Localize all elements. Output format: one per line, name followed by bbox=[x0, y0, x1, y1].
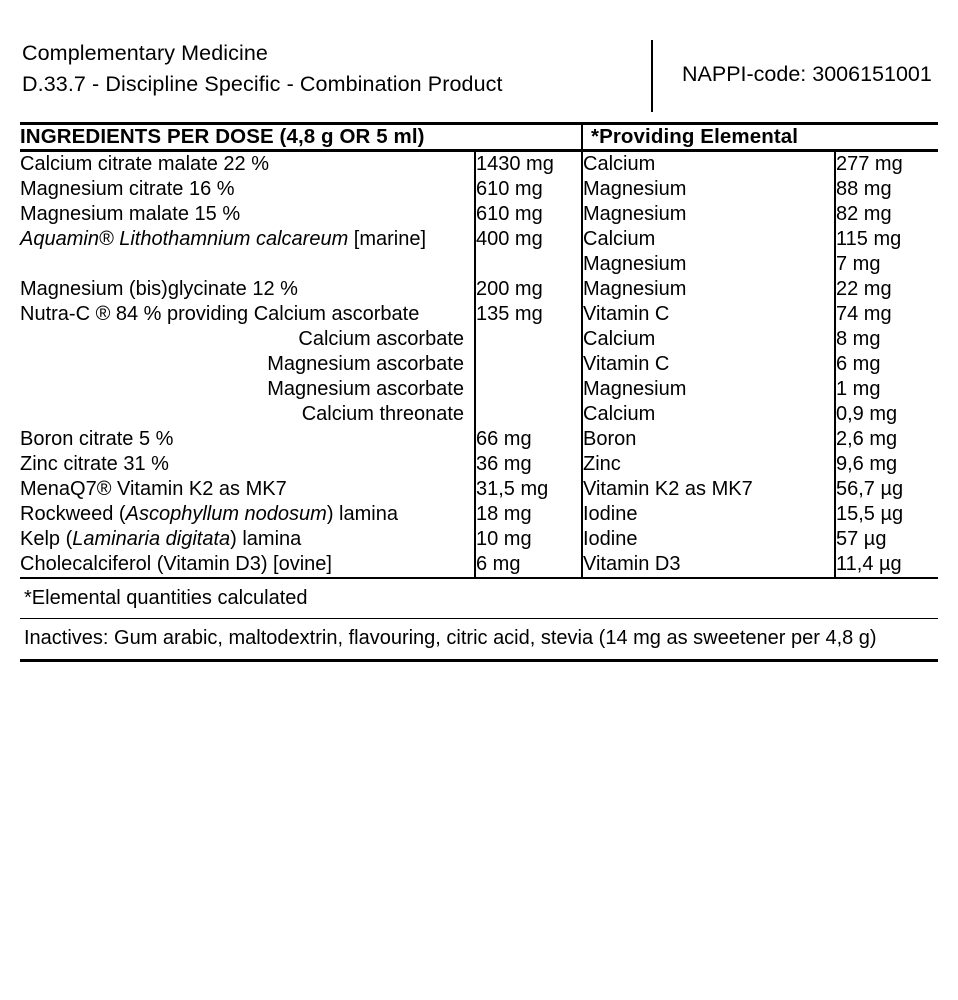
table-row bbox=[20, 302, 938, 327]
elemental-footnote: *Elemental quantities calculated bbox=[20, 577, 938, 618]
document-header bbox=[20, 38, 938, 116]
ingredients-table bbox=[20, 125, 938, 577]
element-name: Vitamin D3 bbox=[583, 553, 681, 575]
element-amount: 11,4 µg bbox=[836, 553, 902, 575]
element-amount: 1 mg bbox=[836, 378, 881, 400]
category-line: Complementary Medicine bbox=[22, 41, 268, 65]
element-amount: 88 mg bbox=[836, 178, 892, 200]
table-row bbox=[20, 527, 938, 552]
discipline-line: D.33.7 - Discipline Specific - Combination Product bbox=[22, 72, 503, 96]
element-name: Calcium bbox=[583, 153, 656, 175]
ingredient-name: Magnesium (bis)glycinate 12 % bbox=[20, 278, 298, 300]
element-name: Vitamin C bbox=[583, 303, 670, 325]
ingredient-name bbox=[20, 227, 475, 277]
ingredient-name-post: ) lamina bbox=[230, 528, 302, 550]
element-name: Calcium bbox=[583, 328, 656, 350]
ingredient-amount: 610 mg bbox=[476, 178, 543, 200]
element-amount: 115 mg bbox=[836, 228, 902, 250]
inactives-line: Inactives: Gum arabic, maltodextrin, flavouring, citric acid, stevia (14 mg as sweetener per 4,8 g) bbox=[20, 618, 938, 659]
element-amount: 56,7 µg bbox=[836, 478, 904, 500]
ingredient-name: Calcium citrate malate 22 % bbox=[20, 153, 269, 175]
ingredient-amount: 610 mg bbox=[476, 203, 543, 225]
ingredient-name-pre: Kelp ( bbox=[20, 528, 73, 550]
table-row bbox=[20, 152, 938, 177]
ingredient-subname: Calcium threonate bbox=[301, 403, 464, 425]
element-amount: 0,9 mg bbox=[836, 403, 898, 425]
ingredient-name-italic: Laminaria digitata bbox=[72, 528, 231, 550]
ingredient-subname: Magnesium ascorbate bbox=[267, 378, 464, 400]
ingredient-subname: Magnesium ascorbate bbox=[267, 353, 464, 375]
element-name: Calcium bbox=[583, 228, 656, 250]
ingredient-name-pre: Rockweed ( bbox=[20, 503, 126, 525]
table-row bbox=[20, 202, 938, 227]
table-row bbox=[20, 452, 938, 477]
element-name: Vitamin C bbox=[583, 353, 670, 375]
element-amount: 7 mg bbox=[836, 253, 881, 275]
element-name: Zinc bbox=[583, 453, 621, 475]
table-row bbox=[20, 502, 938, 527]
ingredient-amount: 200 mg bbox=[476, 278, 543, 300]
table-row bbox=[20, 552, 938, 577]
ingredient-name-plain: [marine] bbox=[348, 228, 427, 250]
ingredient-subname: Calcium ascorbate bbox=[298, 328, 464, 350]
ingredient-amount: 400 mg bbox=[476, 228, 543, 250]
element-name: Magnesium bbox=[583, 278, 687, 300]
ingredient-name bbox=[20, 502, 475, 527]
table-row bbox=[20, 227, 938, 252]
header-left-block bbox=[20, 38, 632, 100]
element-name: Magnesium bbox=[583, 178, 687, 200]
ingredient-name bbox=[20, 527, 475, 552]
element-amount: 6 mg bbox=[836, 353, 881, 375]
element-amount: 74 mg bbox=[836, 303, 892, 325]
ingredient-name: Zinc citrate 31 % bbox=[20, 453, 169, 475]
element-name: Boron bbox=[583, 428, 637, 450]
element-amount: 8 mg bbox=[836, 328, 881, 350]
ingredient-name: MenaQ7® Vitamin K2 as MK7 bbox=[20, 478, 287, 500]
table-title-right: *Providing Elemental bbox=[582, 125, 938, 149]
ingredient-amount: 6 mg bbox=[476, 553, 521, 575]
ingredient-amount: 10 mg bbox=[476, 528, 532, 550]
element-amount: 57 µg bbox=[836, 528, 887, 550]
ingredient-name-post: ) lamina bbox=[326, 503, 398, 525]
ingredient-amount: 1430 mg bbox=[476, 153, 554, 175]
ingredient-name: Boron citrate 5 % bbox=[20, 428, 174, 450]
element-amount: 2,6 mg bbox=[836, 428, 898, 450]
element-name: Magnesium bbox=[583, 253, 687, 275]
element-amount: 9,6 mg bbox=[836, 453, 898, 475]
ingredient-name: Magnesium malate 15 % bbox=[20, 203, 241, 225]
nappi-code: NAPPI-code: 3006151001 bbox=[682, 62, 932, 86]
ingredient-amount: 31,5 mg bbox=[476, 478, 549, 500]
element-amount: 82 mg bbox=[836, 203, 892, 225]
element-amount: 15,5 µg bbox=[836, 503, 904, 525]
ingredient-amount: 135 mg bbox=[476, 303, 543, 325]
ingredient-amount: 36 mg bbox=[476, 453, 532, 475]
element-name: Calcium bbox=[583, 403, 656, 425]
element-amount: 22 mg bbox=[836, 278, 892, 300]
element-amount: 277 mg bbox=[836, 153, 903, 175]
ingredients-table-wrap bbox=[20, 122, 938, 662]
ingredient-amount: 18 mg bbox=[476, 503, 532, 525]
element-name: Iodine bbox=[583, 528, 638, 550]
table-row bbox=[20, 427, 938, 452]
element-name: Magnesium bbox=[583, 378, 687, 400]
ingredient-name: Cholecalciferol (Vitamin D3) [ovine] bbox=[20, 553, 332, 575]
ingredient-name-italic: Ascophyllum nodosum bbox=[125, 503, 327, 525]
ingredient-name-group bbox=[20, 302, 475, 427]
ingredient-name: Magnesium citrate 16 % bbox=[20, 178, 235, 200]
header-divider bbox=[651, 40, 653, 112]
ingredient-name: Nutra-C ® 84 % providing Calcium ascorbate bbox=[20, 303, 420, 325]
ingredient-amount: 66 mg bbox=[476, 428, 532, 450]
table-title-left: INGREDIENTS PER DOSE (4,8 g OR 5 ml) bbox=[20, 125, 425, 148]
table-row bbox=[20, 177, 938, 202]
table-header-row bbox=[20, 125, 938, 149]
element-name: Magnesium bbox=[583, 203, 687, 225]
table-row bbox=[20, 477, 938, 502]
ingredient-name-italic: Aquamin® Lithothamnium calcareum bbox=[20, 228, 349, 250]
element-name: Vitamin K2 as MK7 bbox=[583, 478, 753, 500]
element-name: Iodine bbox=[583, 503, 638, 525]
table-row bbox=[20, 277, 938, 302]
